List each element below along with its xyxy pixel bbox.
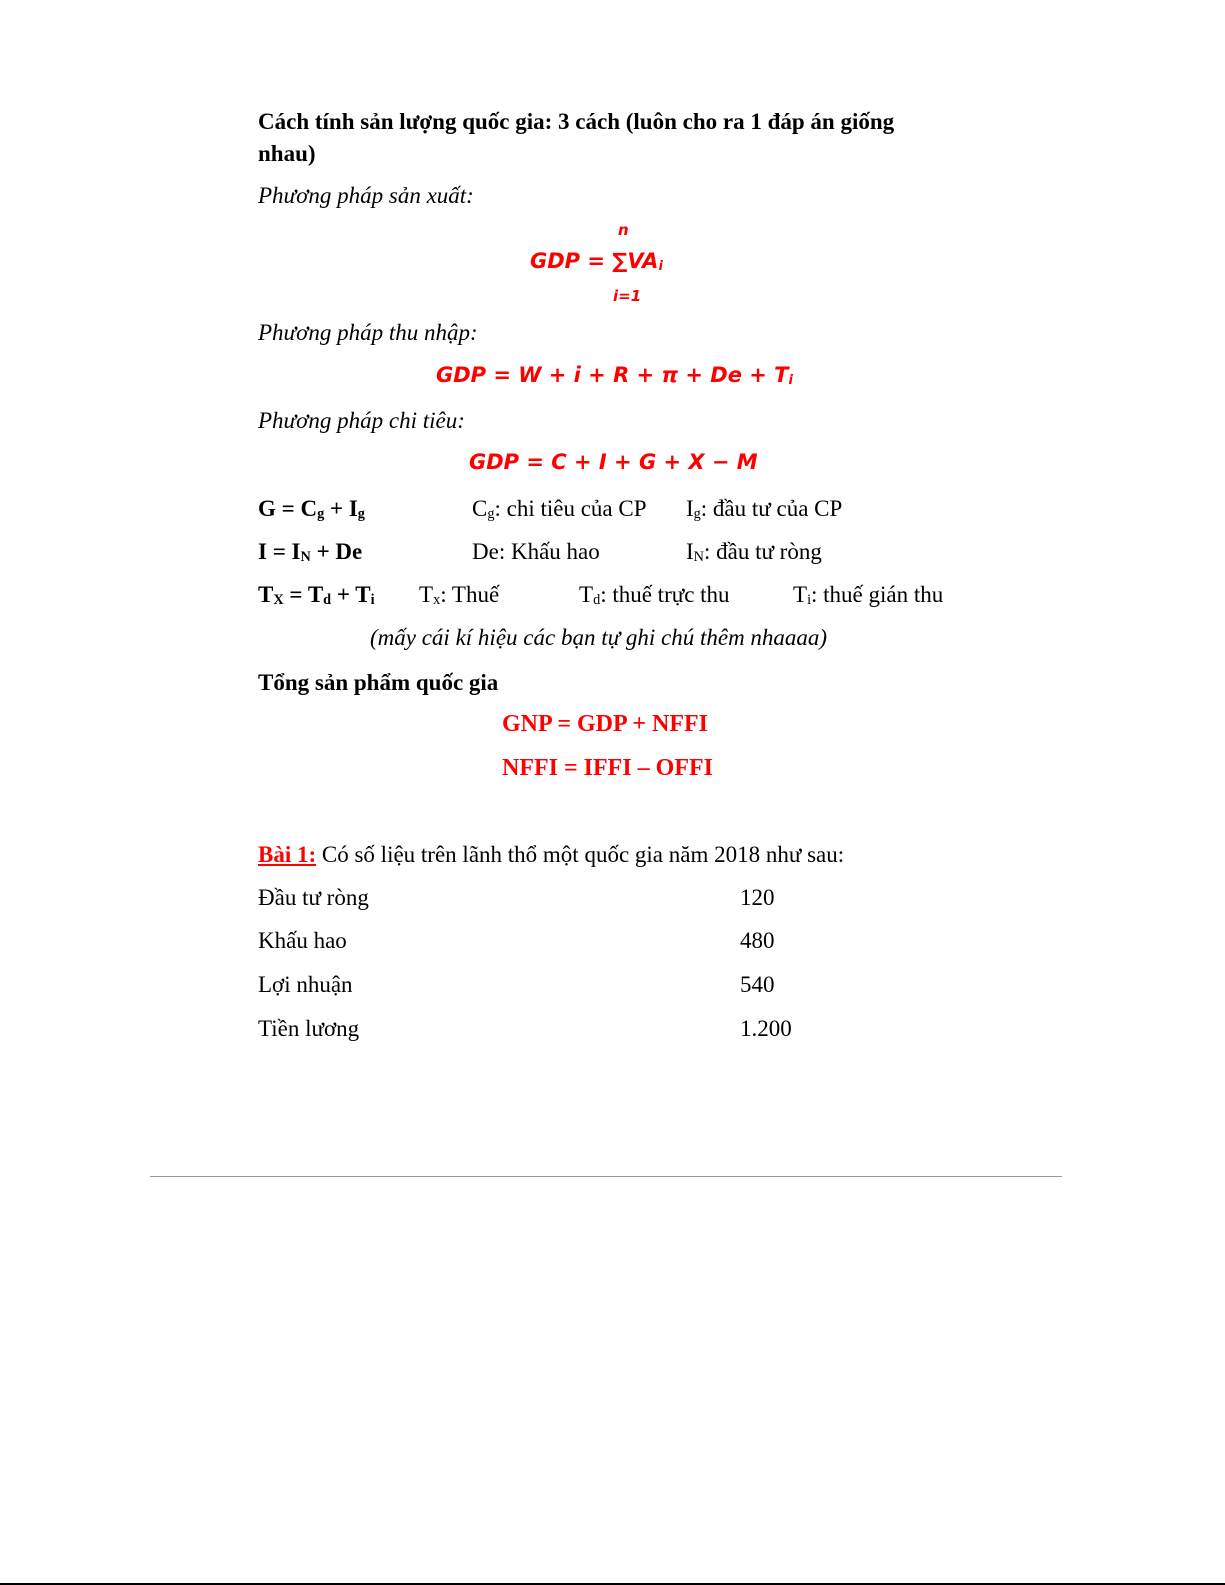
data-row-value: 1.200 bbox=[740, 1016, 792, 1041]
government-spending-equation: G = Cg + Ig bbox=[258, 496, 365, 523]
tx-definition: Tx: Thuế bbox=[419, 582, 500, 609]
sum-upper-limit: n bbox=[618, 221, 629, 239]
de-definition: De: Khấu hao bbox=[472, 539, 600, 564]
expenditure-method-label: Phương pháp chi tiêu: bbox=[258, 408, 465, 433]
ti-definition: Ti: thuế gián thu bbox=[793, 582, 944, 609]
page-divider bbox=[150, 1176, 1062, 1177]
nffi-formula: NFFI = IFFI – OFFI bbox=[502, 755, 713, 781]
section-heading-line2: nhau) bbox=[258, 141, 316, 166]
production-formula: GDP = ∑VAi bbox=[530, 249, 663, 274]
data-row-name: Lợi nhuận bbox=[258, 972, 353, 997]
data-row-value: 540 bbox=[740, 972, 775, 997]
data-row-name: Tiền lương bbox=[258, 1016, 360, 1041]
cg-definition: Cg: chi tiêu của CP bbox=[472, 496, 647, 523]
income-method-label: Phương pháp thu nhập: bbox=[258, 320, 478, 345]
data-row-name: Khấu hao bbox=[258, 928, 347, 953]
gnp-formula: GNP = GDP + NFFI bbox=[502, 711, 709, 737]
sum-lower-limit: i=1 bbox=[613, 287, 642, 305]
investment-equation: I = IN + De bbox=[258, 539, 363, 566]
data-row-value: 480 bbox=[740, 928, 775, 953]
income-formula: GDP = W + i + R + π + De + Ti bbox=[436, 363, 793, 388]
data-row-name: Đầu tư ròng bbox=[258, 885, 369, 910]
ig-definition: Ig: đầu tư của CP bbox=[686, 496, 843, 523]
production-method-label: Phương pháp sản xuất: bbox=[258, 183, 474, 208]
exercise-intro: Bài 1: Có số liệu trên lãnh thổ một quốc gia năm 2018 như sau: bbox=[258, 842, 845, 867]
in-definition: IN: đầu tư ròng bbox=[686, 539, 822, 566]
gnp-section-heading: Tổng sản phẩm quốc gia bbox=[258, 670, 499, 695]
data-row-value: 120 bbox=[740, 885, 775, 910]
exercise-label: Bài 1: bbox=[258, 842, 317, 867]
section-heading-line1: Cách tính sản lượng quốc gia: 3 cách (luôn cho ra 1 đáp án giống bbox=[258, 109, 895, 134]
tax-equation: TX = Td + Ti bbox=[258, 582, 375, 609]
expenditure-formula: GDP = C + I + G + X − M bbox=[469, 450, 758, 474]
symbols-note: (mấy cái kí hiệu các bạn tự ghi chú thêm nhaaaa) bbox=[370, 625, 828, 650]
td-definition: Td: thuế trực thu bbox=[579, 582, 730, 609]
